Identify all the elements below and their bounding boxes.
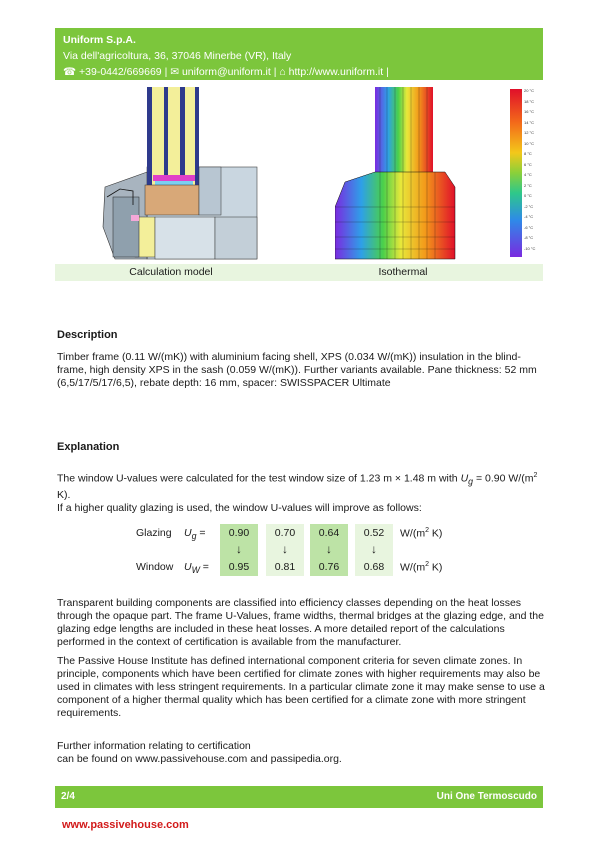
certificate-header bbox=[55, 28, 543, 80]
scale-label: 14 °C bbox=[524, 119, 535, 125]
ug-symbol: U bbox=[460, 472, 469, 485]
intro-text-line2: If a higher quality glazing is used, the window U-values will improve as follows: bbox=[57, 501, 422, 514]
separator: | bbox=[386, 66, 389, 78]
separator: | bbox=[164, 66, 168, 78]
scale-label: 8 °C bbox=[524, 151, 532, 156]
passivehouse-website-link[interactable]: www.passivehouse.com bbox=[62, 819, 189, 831]
envelope-icon: ✉ bbox=[170, 66, 180, 78]
phone-number: +39-0442/669669 bbox=[79, 66, 162, 78]
glazing-unit: $W/(m^2$ K) bbox=[400, 527, 443, 540]
scale-label: 16 °C bbox=[524, 109, 535, 114]
scale-label: 6 °C bbox=[524, 161, 532, 167]
scale-label: 10 °C bbox=[524, 140, 535, 146]
intro-text: The window U-values were calculated for the test window size of 1.23 m × 1.48 m with bbox=[57, 472, 461, 485]
footer-bar bbox=[55, 786, 543, 808]
down-arrow-icon: ↓ bbox=[220, 540, 258, 558]
efficiency-paragraph: Transparent building components are classified into efficiency classes depending on the heat losses through the opaque part. The frame U-Values, frame widths, thermal bridges at the glazing edge, and the glazing edge lengths are included in these heat losses. A more detailed report of the calculations performed in the context of certification is available from the manufacturer. bbox=[57, 597, 544, 648]
calculation-model-drawing bbox=[85, 87, 265, 264]
phone-icon: ☎ bbox=[63, 66, 77, 78]
window-value: 0.95 bbox=[220, 558, 258, 576]
intro-text: = 0.90 W/(m bbox=[473, 472, 534, 485]
glazing-value: 0.70 bbox=[266, 524, 304, 542]
description-heading: Description bbox=[57, 329, 118, 341]
window-label: Window bbox=[136, 561, 174, 573]
caption-isothermal: Isothermal bbox=[378, 266, 428, 278]
glazing-value: 0.64 bbox=[310, 524, 348, 542]
separator: | bbox=[273, 66, 277, 78]
window-unit: $W/(m^2$ K) bbox=[400, 561, 443, 574]
scale-label: 0 °C bbox=[524, 193, 532, 198]
scale-label: 2 °C bbox=[524, 182, 532, 188]
down-arrow-icon: ↓ bbox=[310, 540, 348, 558]
website-link[interactable]: http://www.uniform.it bbox=[288, 66, 384, 78]
product-name: Uni One Termoscudo bbox=[436, 791, 537, 802]
scale-label: 18 °C bbox=[524, 98, 535, 104]
email-link[interactable]: uniform@uniform.it bbox=[181, 66, 271, 78]
page-number: 2/4 bbox=[61, 791, 75, 802]
down-arrow-icon: ↓ bbox=[266, 540, 304, 558]
window-row bbox=[133, 558, 463, 576]
uw-symbol: $U_W$ = bbox=[184, 561, 209, 576]
description-text: Timber frame (0.11 W/(mK)) with aluminium facing shell, XPS (0.034 W/(mK)) insulation in the blind-frame, high density XPS in the sash (0.059 W/(mK)). Further variants available. Pane thickness: 52 mm (6,5/17/5/17/6,5), rebate depth: 16 mm, spacer: SWISSPACER Ultimate bbox=[57, 351, 537, 389]
company-name: Uniform S.p.A. bbox=[63, 34, 136, 46]
glazing-value: 0.90 bbox=[220, 524, 258, 542]
contact-line bbox=[63, 64, 535, 80]
window-value: 0.68 bbox=[355, 558, 393, 576]
company-address: Via dell'agricoltura, 36, 37046 Minerbe (VR), Italy bbox=[63, 50, 292, 62]
figure-caption-bar bbox=[55, 264, 543, 281]
arrow-row bbox=[133, 540, 463, 558]
scale-label: -8 °C bbox=[524, 235, 534, 240]
caption-calculation-model: Calculation model bbox=[129, 266, 213, 278]
temperature-scale-bar bbox=[510, 89, 522, 257]
intro-text: K). bbox=[57, 488, 71, 501]
scale-label: -4 °C bbox=[524, 214, 534, 219]
window-value: 0.81 bbox=[266, 558, 304, 576]
scale-label: 12 °C bbox=[524, 130, 535, 135]
further-info-paragraph bbox=[57, 740, 547, 766]
scale-label: 20 °C bbox=[524, 88, 535, 93]
temperature-scale-labels bbox=[524, 87, 554, 257]
web-icon: ⌂ bbox=[279, 66, 286, 78]
glazing-label: Glazing bbox=[136, 527, 172, 539]
isothermal-drawing bbox=[335, 87, 475, 264]
ug-subscript: g bbox=[468, 476, 474, 487]
window-section-figure bbox=[55, 87, 543, 281]
climate-zones-paragraph: The Passive House Institute has defined international component criteria for seven climate zones. In principle, components which have been certified for climate zones with higher requirements may also be used in climates with less stringent requirements. In a particular climate zone it may make sense to use a component of a higher thermal quality which has been certified for a climate zone with more stringent requirements. bbox=[57, 655, 545, 719]
superscript: 2 bbox=[533, 472, 538, 479]
scale-label: -10 °C bbox=[524, 245, 536, 251]
down-arrow-icon: ↓ bbox=[355, 540, 393, 558]
u-value-table bbox=[133, 520, 463, 578]
scale-label: -2 °C bbox=[524, 203, 534, 209]
further-info-line1: Further information relating to certification bbox=[57, 740, 251, 752]
scale-label: 4 °C bbox=[524, 172, 532, 177]
glazing-value: 0.52 bbox=[355, 524, 393, 542]
scale-label: -6 °C bbox=[524, 224, 534, 230]
explanation-intro bbox=[57, 469, 547, 515]
further-info-line2: can be found on www.passivehouse.com and passipedia.org. bbox=[57, 753, 342, 765]
window-value: 0.76 bbox=[310, 558, 348, 576]
explanation-heading: Explanation bbox=[57, 441, 120, 453]
ug-symbol: $U_g$ = bbox=[184, 527, 206, 542]
